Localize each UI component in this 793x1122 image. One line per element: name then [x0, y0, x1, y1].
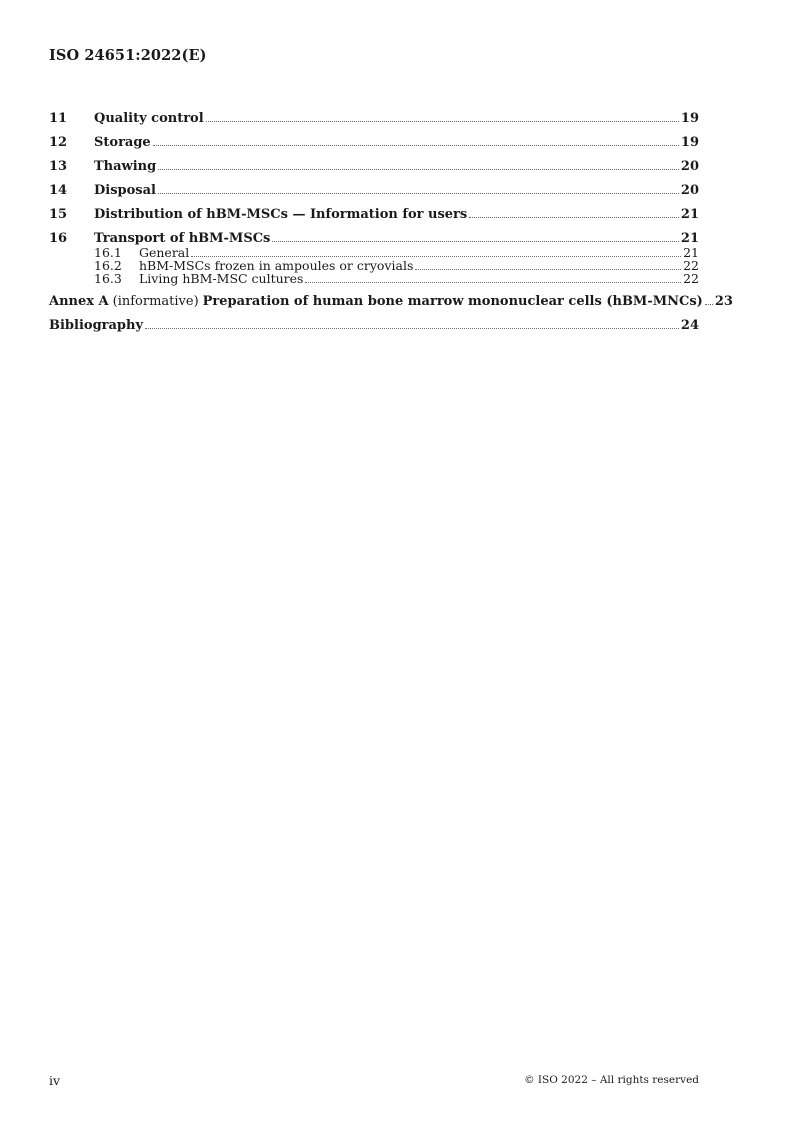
toc-entry-page: 21	[680, 207, 699, 222]
toc-entry-page: 21	[680, 231, 699, 246]
toc-entry-annex-a[interactable]	[49, 293, 733, 310]
toc-entry-number: 15	[49, 207, 68, 222]
toc-entry-title: Storage	[94, 135, 151, 150]
dot-leader	[158, 169, 679, 170]
dot-leader	[158, 193, 679, 194]
toc-entry-title: Bibliography	[49, 318, 144, 333]
annex-label: Annex A	[49, 294, 109, 309]
toc-subentry-living-cultures[interactable]	[49, 273, 699, 286]
toc-annex-line	[49, 293, 703, 310]
toc-entry-page: 23	[714, 294, 733, 309]
toc-entry-page: 19	[680, 135, 699, 150]
dot-leader	[153, 145, 679, 146]
dot-leader	[305, 282, 681, 283]
toc-subentry-page: 22	[683, 271, 699, 286]
dot-leader	[415, 269, 681, 270]
dot-leader	[145, 328, 679, 329]
toc-entry-bibliography[interactable]	[49, 317, 699, 334]
toc-entry-title: Disposal	[94, 183, 156, 198]
toc-subentry-page: 22	[683, 258, 699, 273]
toc-entry-distribution[interactable]	[49, 206, 699, 223]
toc-entry-title: Quality control	[94, 111, 204, 126]
toc-entry-quality-control[interactable]	[49, 110, 699, 127]
footer-copyright: © ISO 2022 – All rights reserved	[524, 1074, 699, 1086]
toc-subentry-title: Living hBM-MSC cultures	[139, 271, 304, 286]
toc-entry-storage[interactable]	[49, 134, 699, 151]
toc-subentry-title: hBM-MSCs frozen in ampoules or cryovials	[139, 258, 414, 273]
footer-page-number: iv	[49, 1073, 61, 1088]
toc-entry-page: 24	[680, 318, 699, 333]
dot-leader	[705, 304, 713, 305]
toc-entry-page: 20	[680, 159, 699, 174]
dot-leader	[191, 256, 681, 257]
dot-leader	[206, 121, 679, 122]
toc-entry-page: 20	[680, 183, 699, 198]
toc-entry-number: 12	[49, 135, 68, 150]
document-id-header: ISO 24651:2022(E)	[49, 47, 207, 64]
toc-entry-number: 13	[49, 159, 68, 174]
toc-entry-title: Thawing	[94, 159, 157, 174]
toc-entry-thawing[interactable]	[49, 158, 699, 175]
toc-entry-number: 16	[49, 231, 68, 246]
toc-entry-title: Distribution of hBM-MSCs — Information for users	[94, 207, 468, 222]
toc-subentry-number: 16.1	[94, 245, 122, 260]
table-of-contents	[49, 110, 733, 341]
dot-leader	[272, 241, 679, 242]
toc-subentry-number: 16.2	[94, 258, 122, 273]
toc-entry-number: 14	[49, 183, 68, 198]
annex-title: Preparation of human bone marrow mononuclear cells (hBM-MNCs)	[202, 294, 703, 309]
toc-entry-number: 11	[49, 111, 68, 126]
toc-entry-page: 19	[680, 111, 699, 126]
toc-entry-disposal[interactable]	[49, 182, 699, 199]
toc-subentry-number: 16.3	[94, 271, 122, 286]
annex-informative: (informative)	[112, 294, 199, 309]
toc-entry-title: Transport of hBM-MSCs	[94, 231, 271, 246]
toc-subentry-title: General	[139, 245, 190, 260]
toc-subentry-page: 21	[683, 245, 699, 260]
dot-leader	[469, 217, 679, 218]
